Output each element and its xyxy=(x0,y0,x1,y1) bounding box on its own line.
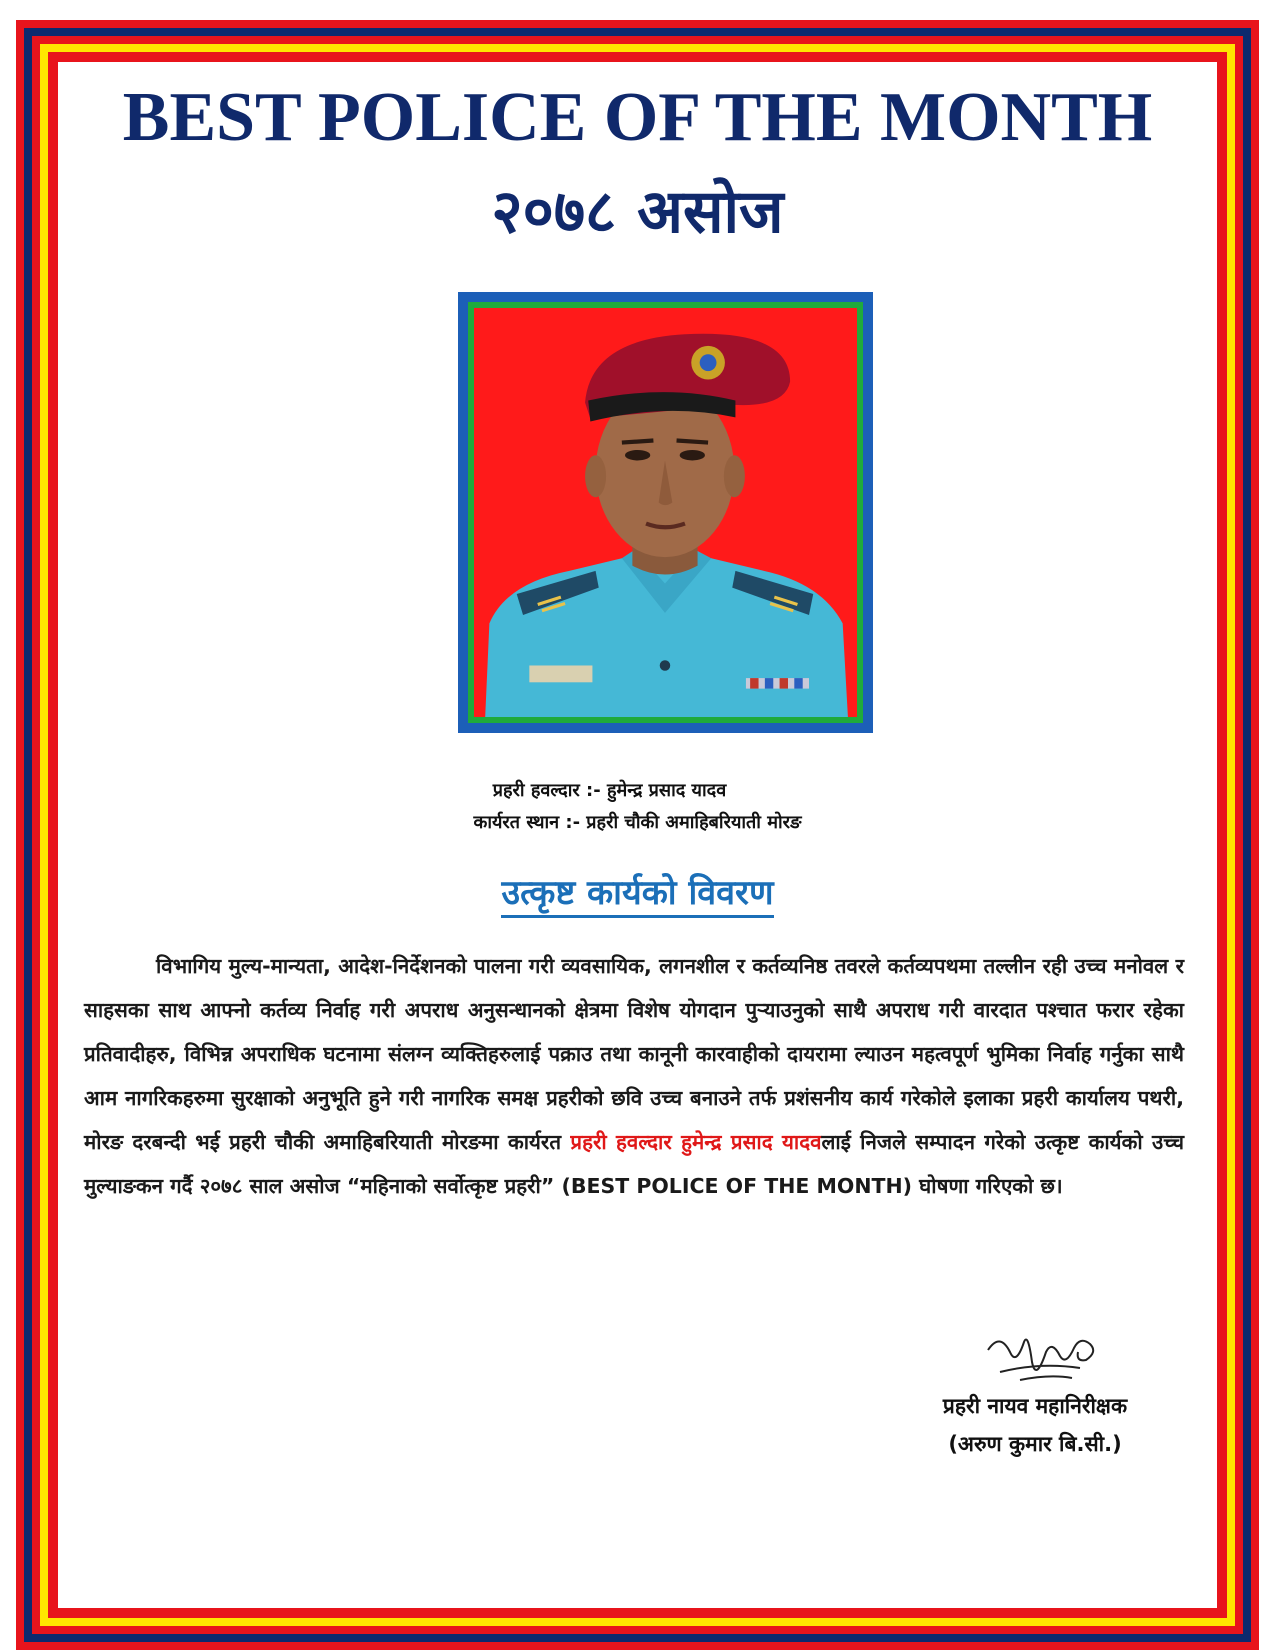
description-part-2: लाई निजले सम्पादन गरेको उत्कृष्ट कार्यको उच्च मुल्याङकन गर्दै २०७८ साल असोज “महिनाको सर्वोत्कृष्ट प्रहरी” (BEST POLICE OF THE MONTH) घोषणा गरिएको छ। xyxy=(84,1130,1184,1198)
officer-photo xyxy=(474,308,857,717)
achievement-description xyxy=(84,944,1184,1208)
work-location: कार्यरत स्थान :- प्रहरी चौकी अमाहिबरियाती मोरङ xyxy=(473,812,802,833)
signatory-name: (अरुण कुमार बि.सी.) xyxy=(948,1432,1122,1456)
description-part-1: विभागिय मुल्य-मान्यता, आदेश-निर्देशनको पालना गरी व्यवसायिक, लगनशील र कर्तव्यनिष्ठ तवरले कर्तव्यपथमा तल्लीन रही उच्च मनोवल र साहसका साथ आफ्नो कर्तव्य निर्वाह गरी अपराध अनुसन्धानको क्षेत्रमा विशेष योगदान पुर्‍याउनुको साथै अपराध गरी वारदात पश्चात फरार रहेका प्रतिवादीहरु, विभिन्न अपराधिक घटनामा संलग्न व्यक्तिहरुलाई पक्राउ तथा कानूनी कारवाहीको दायरामा ल्याउन महत्वपूर्ण भुमिका निर्वाह गर्नुका साथै आम नागरिकहरुमा सुरक्षाको अनुभूति हुने गरी नागरिक समक्ष प्रहरीको छवि उच्च बनाउने तर्फ प्रशंसनीय कार्य गरेकोले इलाका प्रहरी कार्यालय पथरी, मोरङ दरबन्दी भई प्रहरी चौकी अमाहिबरियाती मोरङमा कार्यरत xyxy=(84,954,1184,1154)
rank-and-name: प्रहरी हवल्दार :- हुमेन्द्र प्रसाद यादव xyxy=(492,780,727,801)
signatory-title: प्रहरी नायव महानिरीक्षक xyxy=(942,1394,1128,1418)
section-heading xyxy=(58,868,1217,914)
section-heading-text: उत्कृष्ट कार्यको विवरण xyxy=(501,873,773,918)
page-title: BEST POLICE OF THE MONTH xyxy=(122,79,1153,156)
highlighted-officer-name: प्रहरी हवल्दार हुमेन्द्र प्रसाद यादव xyxy=(570,1130,822,1154)
officer-portrait-illustration xyxy=(474,308,857,717)
date-subtitle: २०७८ असोज xyxy=(491,177,784,247)
photo-frame xyxy=(458,292,873,733)
signature xyxy=(980,1322,1110,1394)
